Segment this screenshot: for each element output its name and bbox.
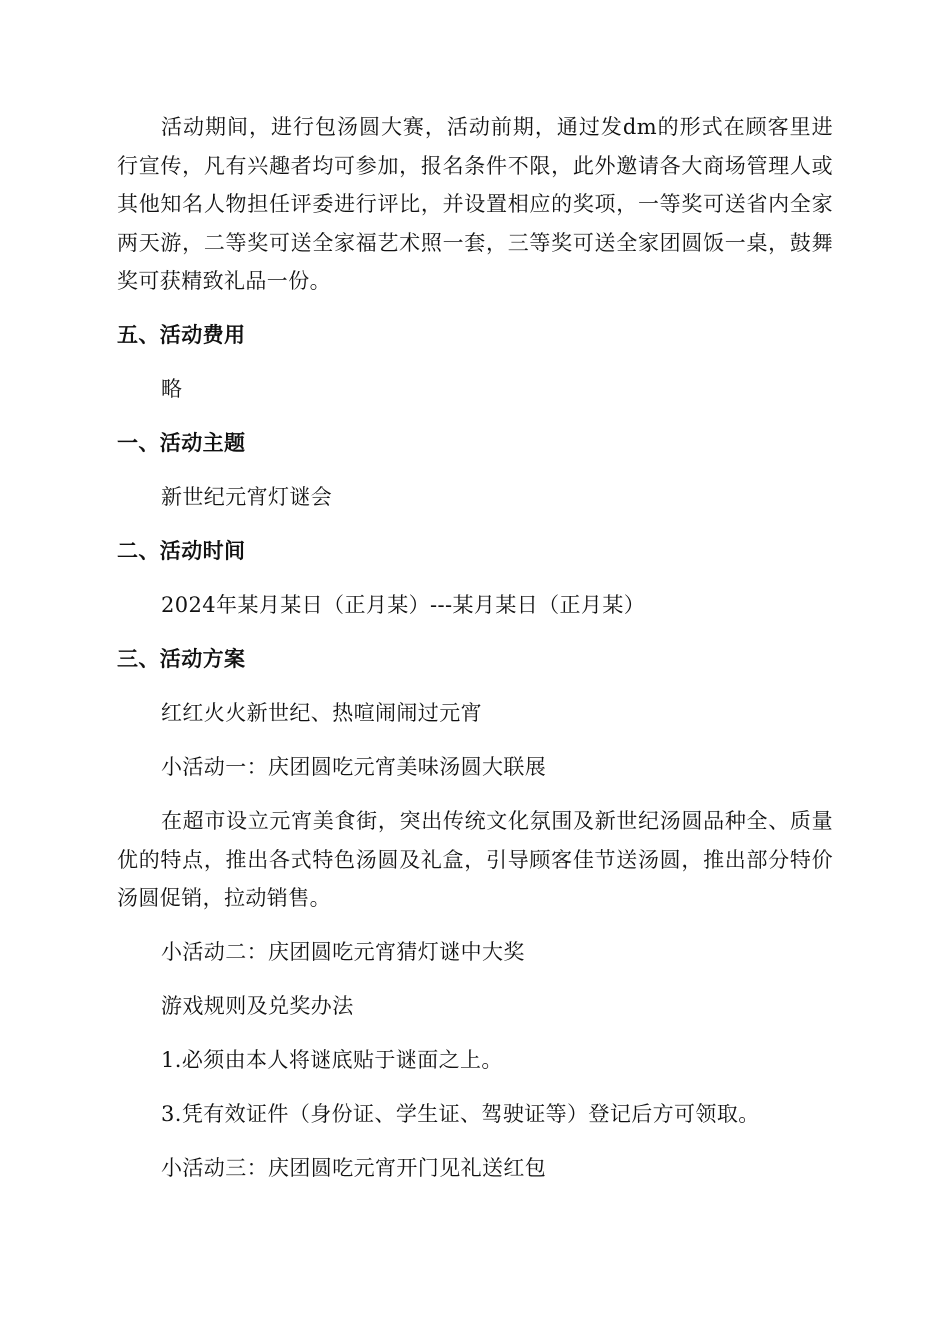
section-heading-time: 二、活动时间 [117,539,246,563]
paragraph-contest-description: 活动期间，进行包汤圆大赛，活动前期，通过发dm的形式在顾客里进行宣传，凡有兴趣者均可参加，报名条件不限，此外邀请各大商场管理人或其他知名人物担任评委进行评比，并设置相应的奖项，一等奖可送省内全家两天游，二等奖可送全家福艺术照一套，三等奖可送全家团圆饭一桌，鼓舞奖可获精致礼品一份。 [117,115,833,293]
paragraph-rules-title: 游戏规则及兑奖办法 [161,994,354,1018]
paragraph-activity-one-title: 小活动一：庆团圆吃元宵美味汤圆大联展 [161,755,547,779]
paragraph-rule-1: 1.必须由本人将谜底贴于谜面之上。 [161,1048,503,1072]
paragraph-activity-one-description: 在超市设立元宵美食街，突出传统文化氛围及新世纪汤圆品种全、质量优的特点，推出各式特色汤圆及礼盒，引导顾客佳节送汤圆，推出部分特价汤圆促销，拉动销售。 [117,809,833,910]
paragraph-activity-two-title: 小活动二：庆团圆吃元宵猜灯谜中大奖 [161,940,525,964]
section-heading-theme: 一、活动主题 [117,431,246,455]
paragraph-slogan: 红红火火新世纪、热喧闹闹过元宵 [161,701,482,725]
paragraph-cost-omitted: 略 [161,377,183,401]
paragraph-rule-3: 3.凭有效证件（身份证、学生证、驾驶证等）登记后方可领取。 [161,1102,760,1126]
paragraph-time: 2024年某月某日（正月某）---某月某日（正月某） [161,593,646,617]
section-heading-cost: 五、活动费用 [117,323,246,347]
document-body [117,108,833,1203]
paragraph-theme: 新世纪元宵灯谜会 [161,485,333,509]
paragraph-activity-three-title: 小活动三：庆团圆吃元宵开门见礼送红包 [161,1156,547,1180]
section-heading-plan: 三、活动方案 [117,647,246,671]
